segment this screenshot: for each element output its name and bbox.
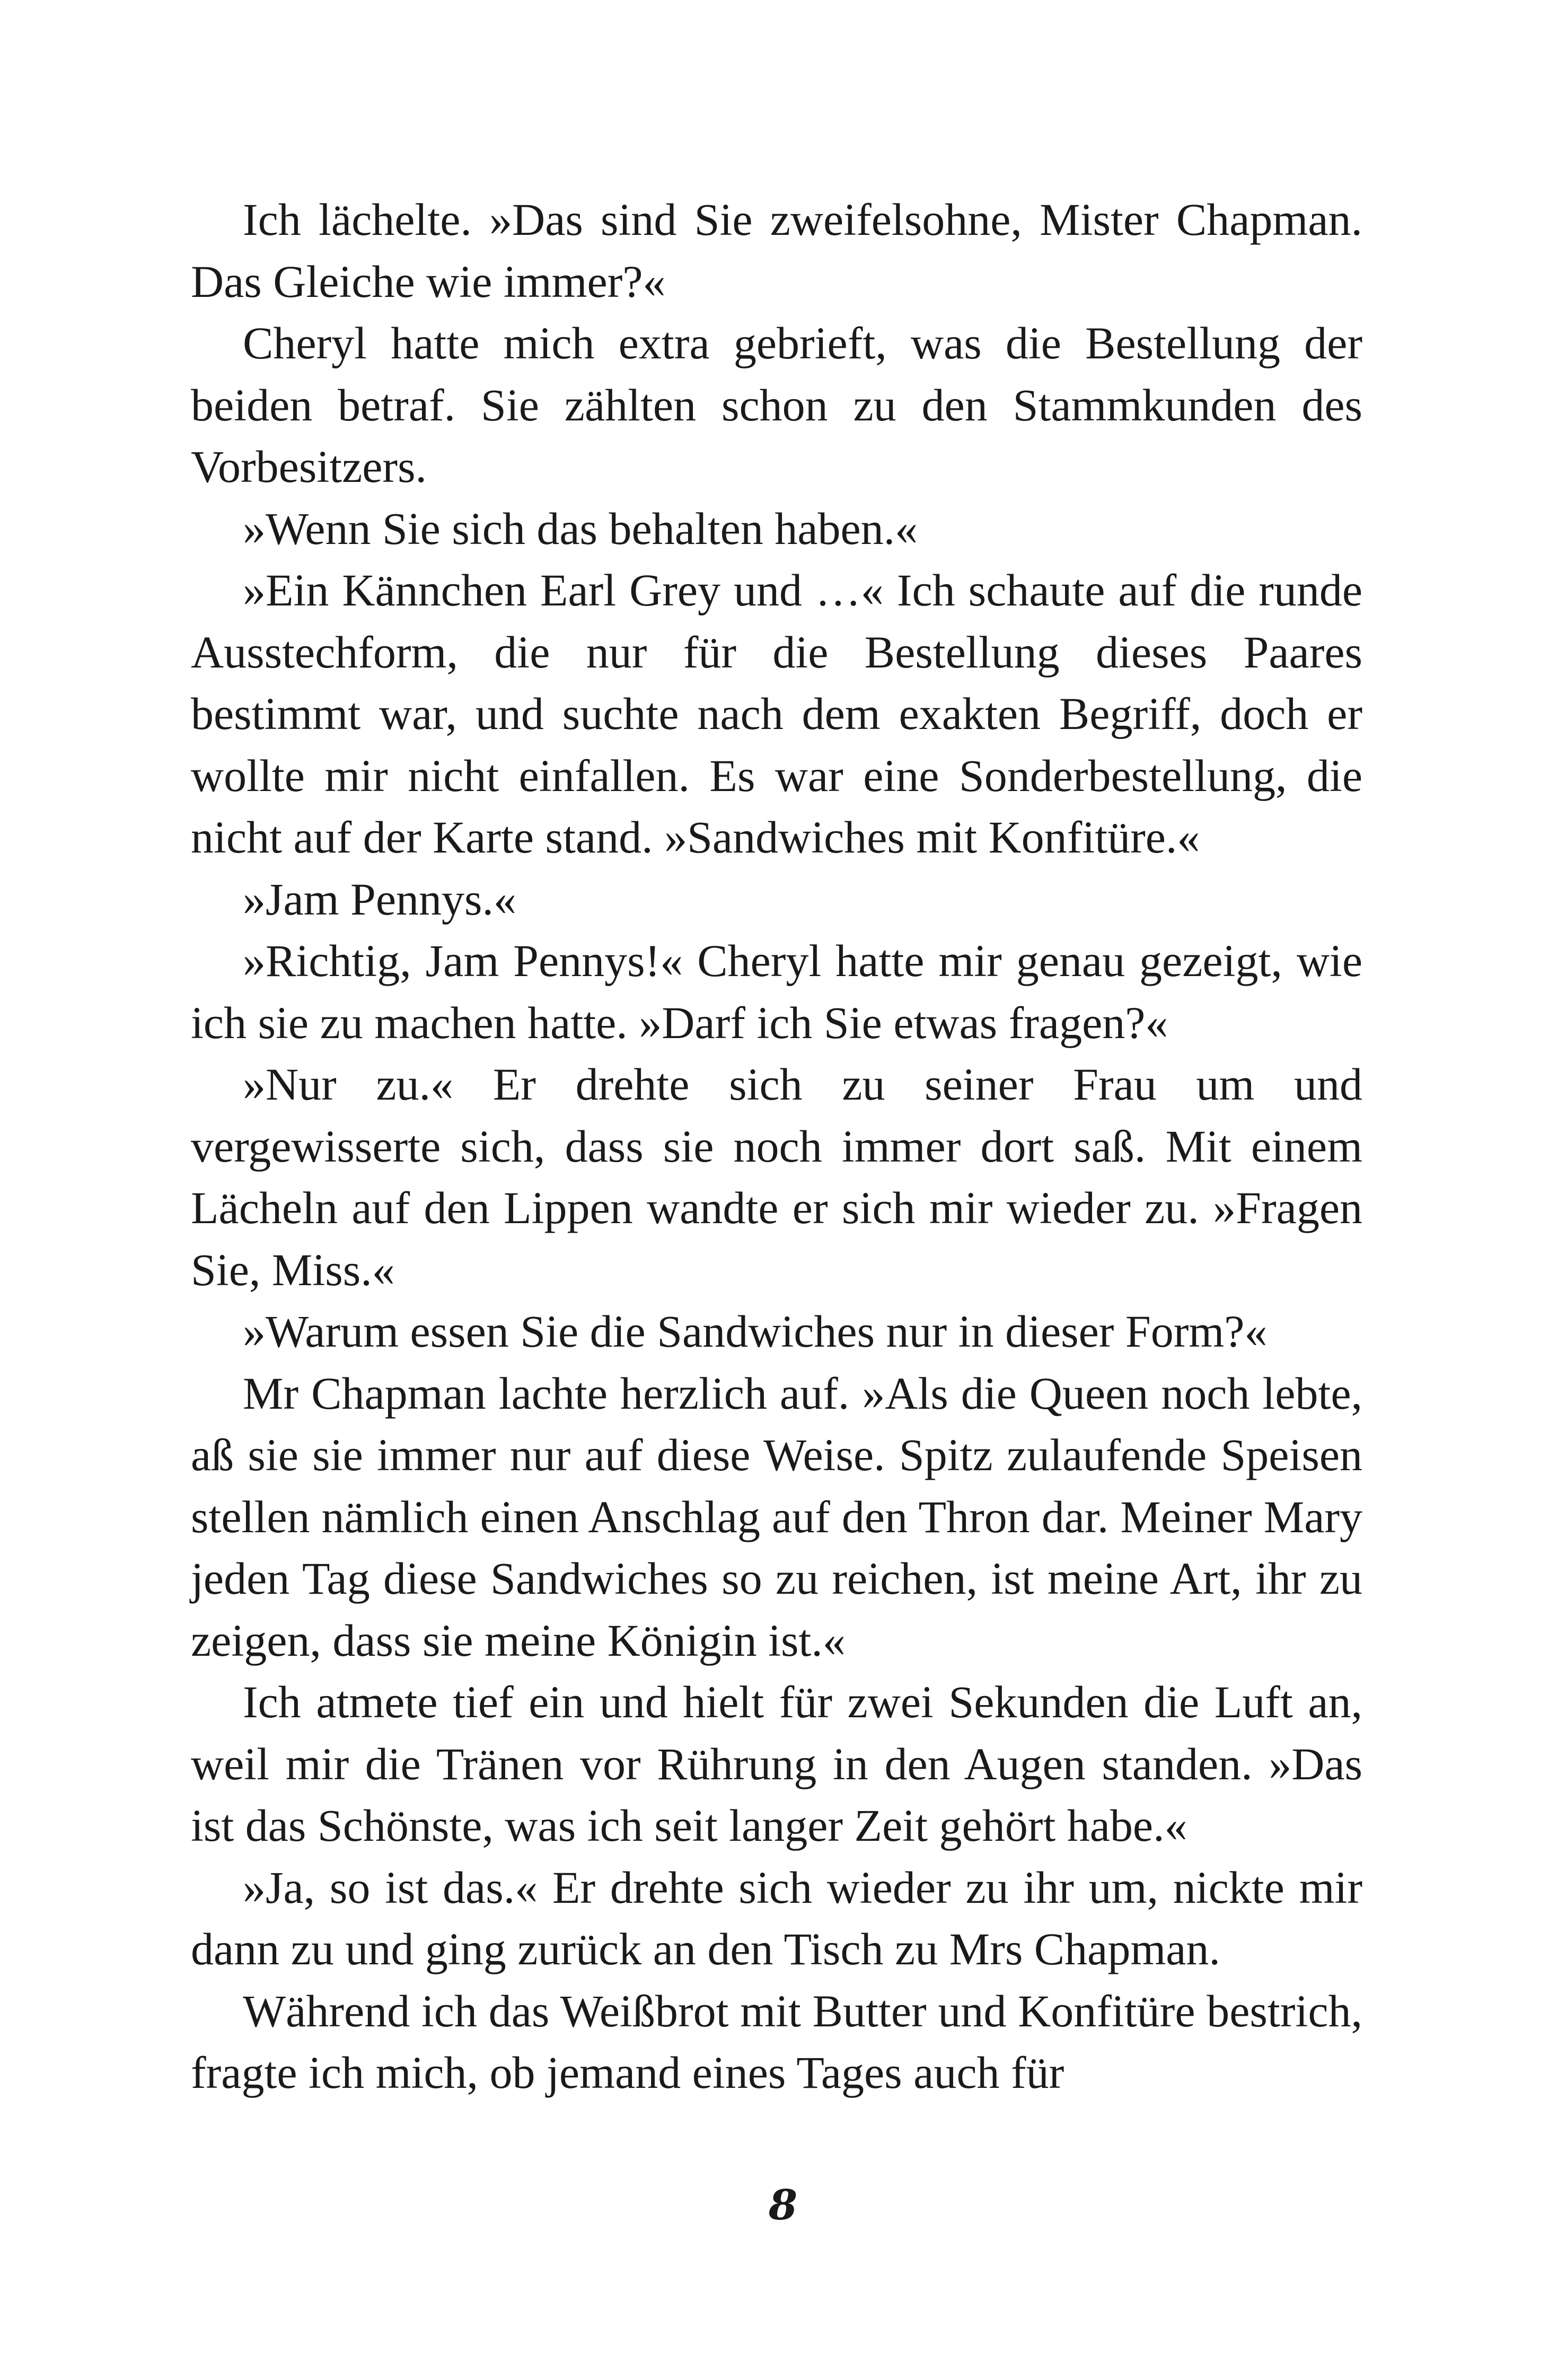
page-number: 8 <box>768 2181 798 2229</box>
paragraph: »Warum essen Sie die Sandwiches nur in dieser Form?« <box>243 1306 1268 1357</box>
paragraph: »Nur zu.« Er drehte sich zu seiner Frau um und vergewisserte sich, dass sie noch immer dort saß. Mit einem Lächeln auf den Lippen wandte er sich mir wieder zu. »Fragen Sie, Miss.« <box>191 1059 1362 1295</box>
paragraph: Mr Chapman lachte herzlich auf. »Als die Queen noch lebte, aß sie sie immer nur auf diese Weise. Spitz zulaufende Speisen stellen nämlich einen Anschlag auf den Thron dar. Meiner Mary jeden Tag diese Sandwiches so zu reichen, ist meine Art, ihr zu zeigen, dass sie meine Königin ist.« <box>191 1367 1362 1666</box>
paragraph: »Richtig, Jam Pennys!« Cheryl hatte mir genau gezeigt, wie ich sie zu machen hatte. »Darf ich Sie etwas fragen?« <box>191 935 1362 1048</box>
paragraph: »Ja, so ist das.« Er drehte sich wieder zu ihr um, nickte mir dann zu und ging zurück an den Tisch zu Mrs Chapman. <box>191 1861 1362 1974</box>
paragraph: Ich atmete tief ein und hielt für zwei Sekunden die Luft an, weil mir die Tränen vor Rührung in den Augen standen. »Das ist das Schönste, was ich seit langer Zeit gehört habe.« <box>191 1676 1362 1851</box>
paragraph: »Jam Pennys.« <box>243 873 516 925</box>
paragraph: Ich lächelte. »Das sind Sie zweifelsohne, Mister Chapman. Das Gleiche wie immer?« <box>191 194 1362 307</box>
body-text <box>191 189 1362 2104</box>
paragraph: Cheryl hatte mich extra gebrieft, was die Bestellung der beiden betraf. Sie zählten schon zu den Stammkunden des Vorbesitzers. <box>191 318 1362 492</box>
paragraph: »Ein Kännchen Earl Grey und …« Ich schaute auf die runde Ausstechform, die nur für die Bestellung dieses Paares bestimmt war, und suchte nach dem exakten Begriff, doch er wollte mir nicht einfallen. Es war eine Sonderbestellung, die nicht auf der Karte stand. »Sandwiches mit Konfitüre.« <box>191 565 1362 863</box>
paragraph: Während ich das Weißbrot mit Butter und Konfitüre bestrich, fragte ich mich, ob jemand eines Tages auch für <box>191 1985 1362 2098</box>
paragraph: »Wenn Sie sich das behalten haben.« <box>243 503 918 554</box>
